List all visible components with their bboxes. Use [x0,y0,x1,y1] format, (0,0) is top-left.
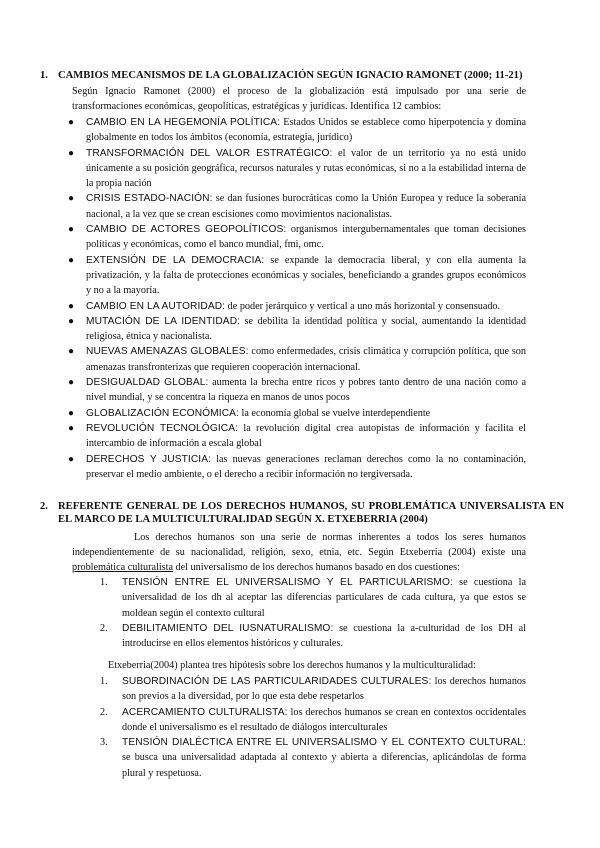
list-item: ● CAMBIO DE ACTORES GEOPOLÍTICOS: organismos intergubernamentales que toman decisiones políticas y económicas, como el banco mundial, fmi, omc. [68,224,527,251]
list-item: 2. DEBILITAMIENTO DEL IUSNATURALISMO: se cuestiona la a-culturidad de los DH al introducirse en ellos elementos históricos y culturales. [100,622,526,650]
list-item: ● CAMBIO EN LA HEGEMONÍA POLÍTICA: Estados Unidos se establece como hiperpotencia y domina globalmente en todos los ámbitos (economía, estrategia, jurídico) [68,117,526,144]
filled-circle-icon: ● [68,377,75,389]
section-2-number: 2. [40,501,48,512]
list-item: ● CRISIS ESTADO-NACIÓN: se dan fusiones burocráticas como la Unión Europea y reduce la soberanía nacional, a la vez que se crean escisiones como movimientos nacionalistas. [68,193,527,220]
filled-circle-icon: ● [68,147,75,159]
filled-circle-icon: ● [68,254,75,266]
list-item: 1. TENSIÓN ENTRE EL UNIVERSALISMO Y EL PARTICULARISMO: se cuestiona la universalidad de los dh al aceptar las diferencias particulares de cada cultura, ya que estos se moldean según el contexto cultural [100,577,526,619]
list-item: ● EXTENSIÓN DE LA DEMOCRACIA: se expande la democracia liberal, y con ella aumenta la privatización, y la falta de protecciones económicas y sociales, beneficiando a grandes grupos económicos y no a la mayoría. [68,254,527,297]
list-item: ● TRANSFORMACIÓN DEL VALOR ESTRATÉGICO: el valor de un territorio ya no está unido únicamente a su posición geográfica, recursos naturales y rutas económicas, si no a la estabilidad interna de la propia nación [68,147,526,190]
section-1-number: 1. [40,70,48,81]
filled-circle-icon: ● [68,315,75,327]
filled-circle-icon: ● [68,453,75,465]
list-item: ● NUEVAS AMENAZAS GLOBALES: como enfermedades, crisis climática y corrupción política, que son amenazas transfronterizas que requieren cooperación internacional. [68,346,526,373]
list-item: ● GLOBALIZACIÓN ECONÓMICA: la economía global se vuelve interdependiente [86,406,526,421]
section-2-hypotheses-intro: Etxeberria(2004) plantea tres hipótesis sobre los derechos humanos y la multiculturalidad: [108,660,476,671]
filled-circle-icon: ● [68,300,75,312]
section-1-intro: Según Ignacio Ramonet (2000) el proceso de la globalización está impulsado por una serie de transformaciones económicas, geopolíticas, estratégicas y jurídicas. Identifica 12 cambios: [72,86,526,112]
list-item: ● MUTACIÓN DE LA IDENTIDAD: se debilita la identidad política y social, aumentando la identidad religiosa, étnica y nacionalista. [68,315,526,343]
list-item: ● DESIGUALDAD GLOBAL: aumenta la brecha entre ricos y pobres tanto dentro de una nación como a nivel mundial, y se concentra la riqueza en manos de unos pocos [68,377,527,404]
filled-circle-icon: ● [68,193,75,205]
list-item: 1. SUBORDINACIÓN DE LAS PARTICULARIDADES CULTURALES: los derechos humanos son previos a la diversidad, por lo que esta debe respetarlos [100,676,526,703]
list-item: 2. ACERCAMIENTO CULTURALISTA: los derechos humanos se crean en contextos occidentales donde el universalismo es el resultado de diálogos interculturales [100,706,526,733]
list-item: ● CAMBIO EN LA AUTORIDAD: de poder jerárquico y vertical a uno más horizontal y consensuado. [86,299,526,314]
section-2-list-1 [100,575,526,651]
section-1-title: CAMBIOS MECANISMOS DE LA GLOBALIZACIÓN SEGÚN IGNACIO RAMONET (2000; 11-21) [58,70,523,81]
filled-circle-icon: ● [68,117,75,128]
section-2-list-2 [100,674,526,781]
list-item: ● DERECHOS Y JUSTICIA: las nuevas generaciones reclaman derechos como la no contaminación, preservar el medio ambiente, o el derecho a recibir información no tergiversada. [68,453,527,480]
section-2-title: REFERENTE GENERAL DE LOS DERECHOS HUMANOS, SU PROBLEMÁTICA UNIVERSALISTA EN EL MARCO DE LA MULTICULTURALIDAD SEGÚN X. ETXEBERRIA (2004) [58,501,564,525]
list-item: ● REVOLUCIÓN TECNOLÓGICA: la revolución digital crea autopistas de información y facilita el intercambio de información a escala global [68,422,526,450]
filled-circle-icon: ● [68,346,75,358]
underlined-term: problemática culturalista [72,562,173,573]
filled-circle-icon: ● [68,407,75,419]
section-1-list [68,115,527,482]
filled-circle-icon: ● [68,224,75,236]
list-item: 3. TENSIÓN DIALÉCTICA ENTRE EL UNIVERSALISMO Y EL CONTEXTO CULTURAL: se busca una universalidad adaptada al contexto y abierta a diferencias, aplicándolas de forma plural y respetuosa. [100,737,526,779]
section-2-intro: Los derechos humanos son una serie de normas inherentes a todos los seres humanos independientemente de su nacionalidad, religión, sexo, etnia, etc. Según Etxeberria (2004) existe una problemática culturalista del universalismo de los derechos humanos basado en dos cuestiones: [72,532,526,573]
filled-circle-icon: ● [68,422,75,434]
